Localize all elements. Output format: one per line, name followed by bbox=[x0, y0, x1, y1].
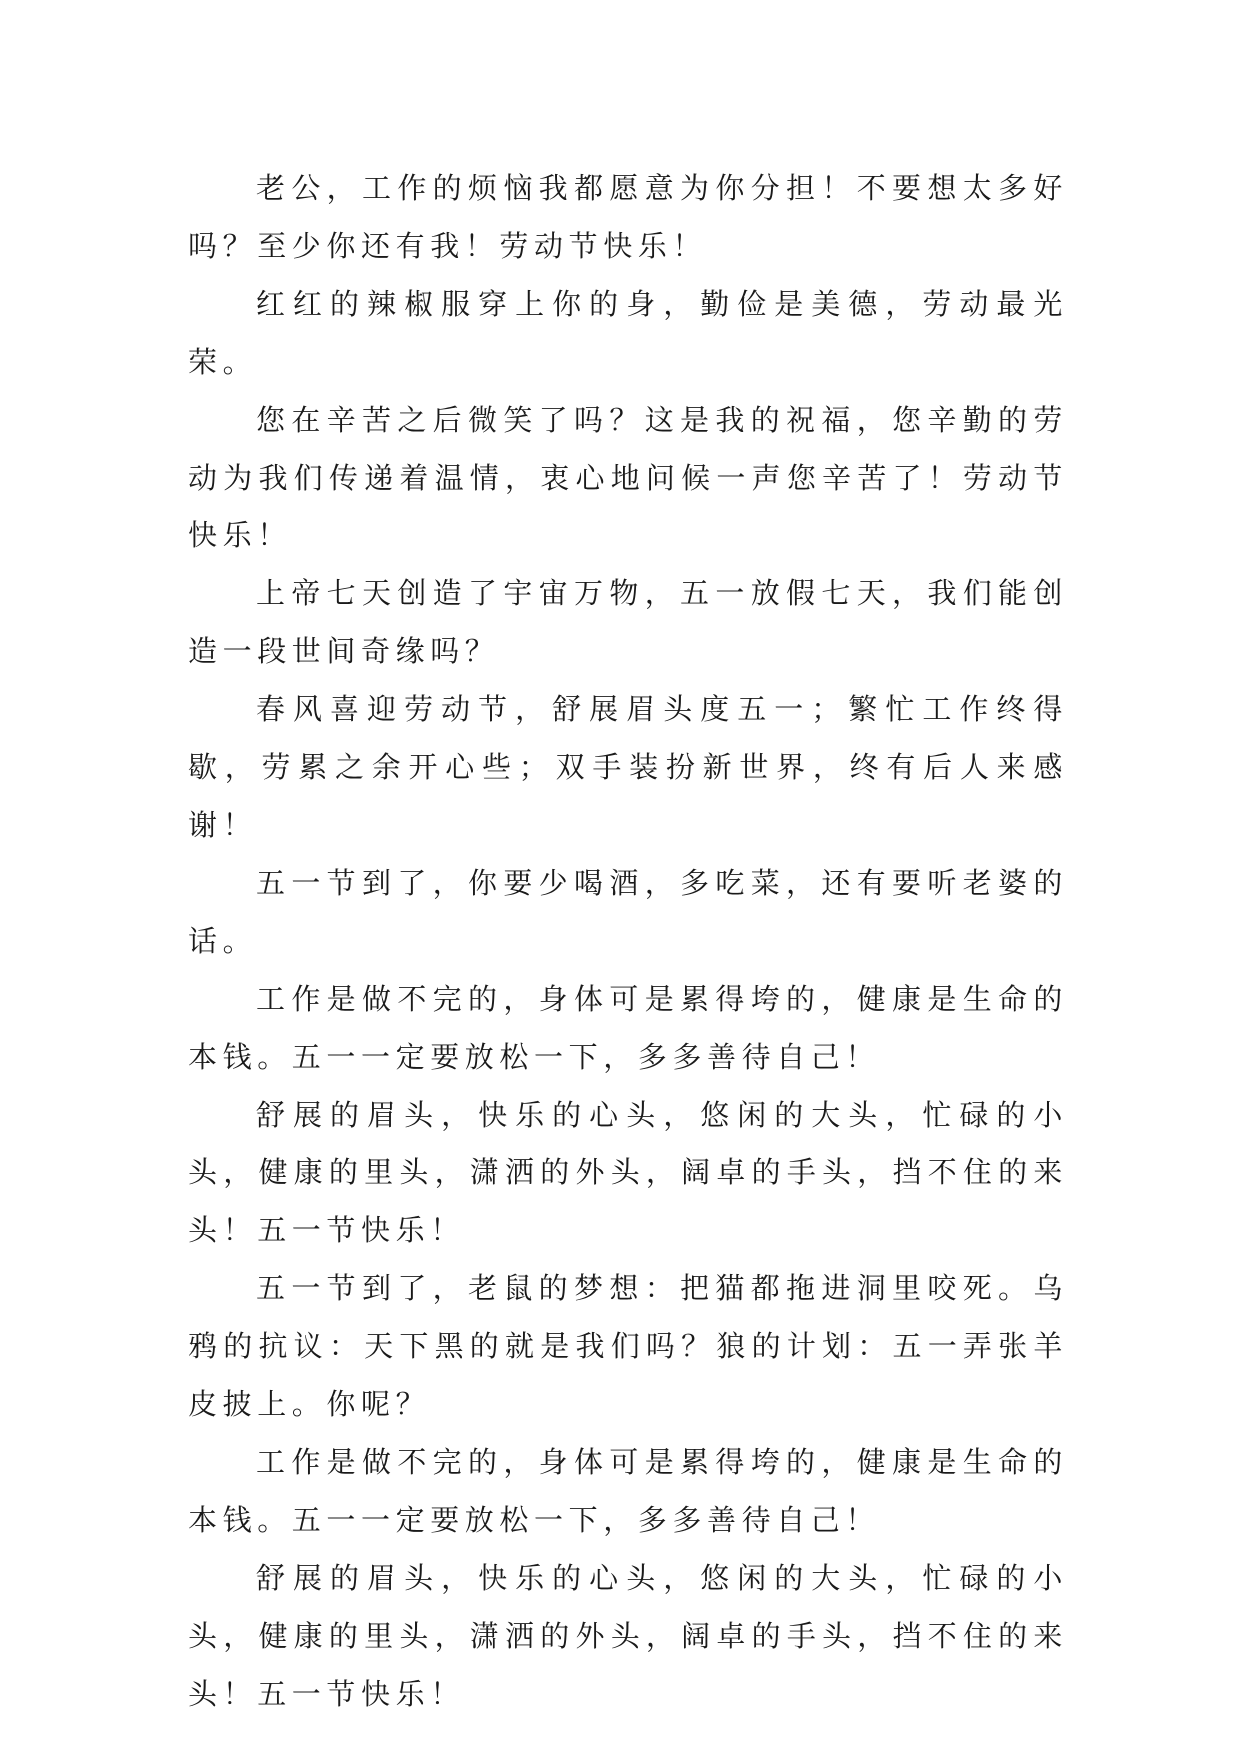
paragraph: 舒展的眉头，快乐的心头，悠闲的大头，忙碌的小头，健康的里头，潇洒的外头，阔卓的手头，挡不住的来头！五一节快乐！ bbox=[188, 1097, 1068, 1248]
paragraph: 工作是做不完的，身体可是累得垮的，健康是生命的本钱。五一一定要放松一下，多多善待自己！ bbox=[188, 981, 1068, 1074]
paragraph: 舒展的眉头，快乐的心头，悠闲的大头，忙碌的小头，健康的里头，潇洒的外头，阔卓的手头，挡不住的来头！五一节快乐！ bbox=[188, 1560, 1068, 1711]
paragraph: 工作是做不完的，身体可是累得垮的，健康是生命的本钱。五一一定要放松一下，多多善待自己！ bbox=[188, 1444, 1068, 1537]
paragraph: 您在辛苦之后微笑了吗？这是我的祝福，您辛勤的劳动为我们传递着温情，衷心地问候一声您辛苦了！劳动节快乐！ bbox=[188, 402, 1068, 553]
paragraph: 春风喜迎劳动节，舒展眉头度五一；繁忙工作终得歇，劳累之余开心些；双手装扮新世界，终有后人来感谢！ bbox=[188, 692, 1068, 842]
paragraph: 五一节到了，老鼠的梦想：把猫都拖进洞里咬死。乌鸦的抗议：天下黑的就是我们吗？狼的计划：五一弄张羊皮披上。你呢？ bbox=[188, 1271, 1068, 1422]
paragraph: 老公，工作的烦恼我都愿意为你分担！不要想太多好吗？至少你还有我！劳动节快乐！ bbox=[188, 171, 1068, 263]
paragraph: 上帝七天创造了宇宙万物，五一放假七天，我们能创造一段世间奇缘吗？ bbox=[188, 576, 1068, 669]
paragraph: 红红的辣椒服穿上你的身，勤俭是美德，劳动最光荣。 bbox=[188, 286, 1068, 379]
paragraph: 五一节到了，你要少喝酒，多吃菜，还有要听老婆的话。 bbox=[188, 865, 1068, 958]
document-body bbox=[188, 160, 1068, 1723]
